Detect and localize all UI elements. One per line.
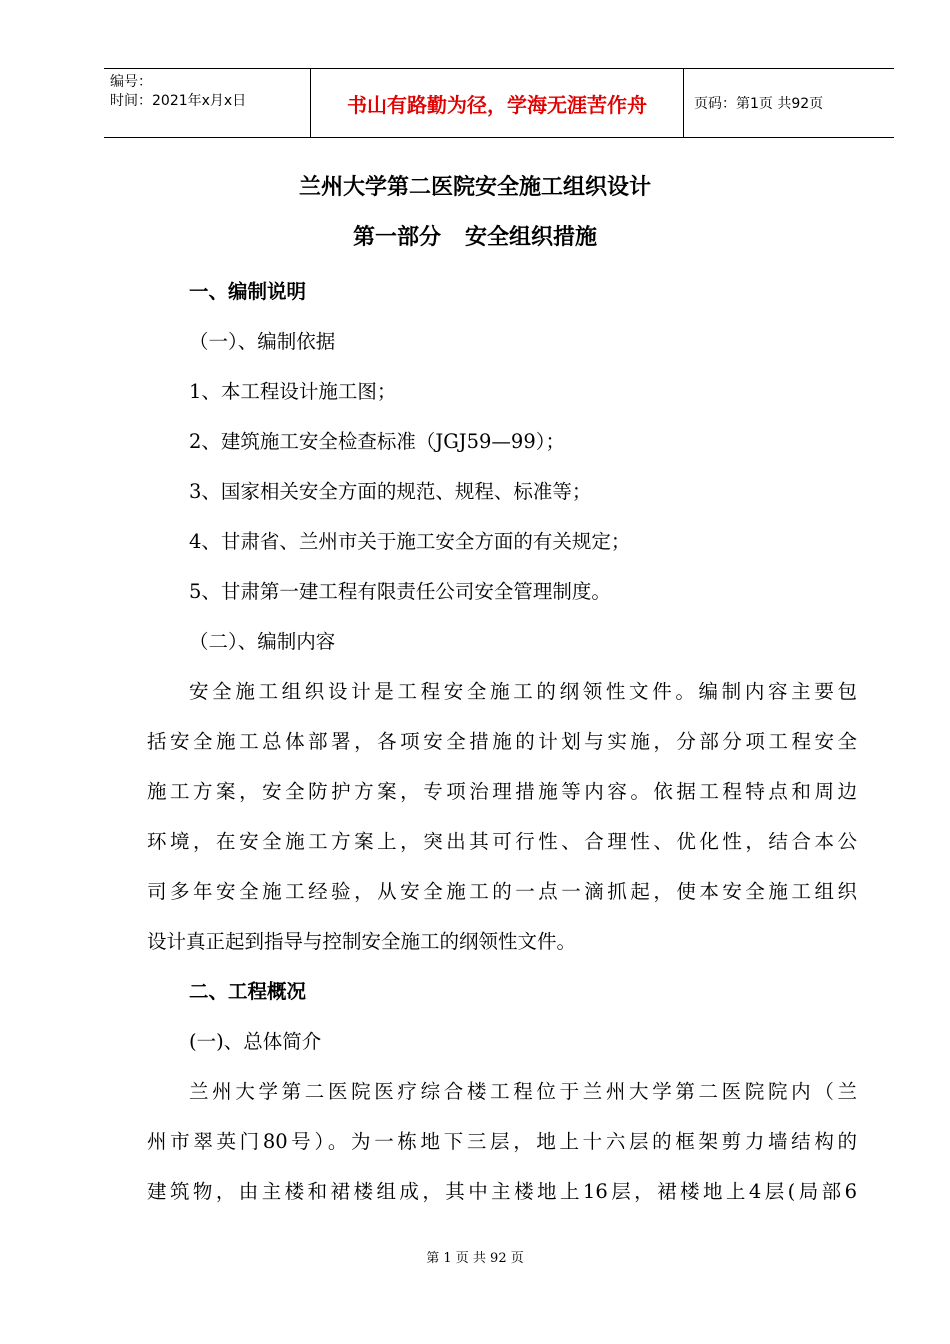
header-motto: 书山有路勤为径，学海无涯苦作舟 [347, 92, 647, 117]
subsection-heading-3: (一)、总体简介 [189, 1030, 322, 1053]
subtitle-name: 安全组织措施 [465, 225, 598, 250]
paragraph-line: 司多年安全施工经验，从安全施工的一点一滴抓起，使本安全施工组织 [147, 880, 857, 903]
section-heading-1: 一、编制说明 [189, 280, 307, 303]
paragraph-line: 安全施工组织设计是工程安全施工的纲领性文件。编制内容主要包 [189, 680, 857, 703]
document-body [147, 267, 857, 1217]
list-item: 3、国家相关安全方面的规范、规程、标准等； [189, 480, 592, 503]
number-label: 编号： [110, 74, 152, 90]
paragraph-line: 设计真正起到指导与控制安全施工的纲领性文件。 [147, 930, 577, 953]
subtitle-part: 第一部分 [352, 225, 441, 250]
subsection-heading-2: （二）、编制内容 [189, 630, 336, 653]
paragraph-line: 括安全施工总体部署，各项安全措施的计划与实施，分部分项工程安全 [147, 730, 857, 753]
paragraph-line: 兰州大学第二医院医疗综合楼工程位于兰州大学第二医院院内（兰 [189, 1080, 857, 1103]
subsection-heading-1: （一）、编制依据 [189, 330, 336, 353]
header-page-info: 页码：第1页 共92页 [694, 96, 824, 112]
list-item: 1、本工程设计施工图； [189, 380, 397, 403]
page-header [104, 68, 894, 138]
paragraph-line: 建筑物，由主楼和裙楼组成，其中主楼地上16层，裙楼地上4层(局部6 [147, 1180, 857, 1203]
document-title: 兰州大学第二医院安全施工组织设计 [298, 175, 651, 200]
time-label: 时间：2021年x月x日 [110, 93, 247, 109]
paragraph-line: 环境，在安全施工方案上，突出其可行性、合理性、优化性，结合本公 [147, 830, 857, 853]
paragraph-line: 施工方案，安全防护方案，专项治理措施等内容。依据工程特点和周边 [147, 780, 857, 803]
section-heading-2: 二、工程概况 [189, 980, 307, 1003]
document-subtitle [0, 220, 950, 251]
list-item: 2、建筑施工安全检查标准（JGJ59—99）； [189, 430, 565, 453]
paragraph-line: 州市翠英门80号）。为一栋地下三层，地上十六层的框架剪力墙结构的 [147, 1130, 857, 1153]
list-item: 4、甘肃省、兰州市关于施工安全方面的有关规定； [189, 530, 631, 553]
header-meta [104, 69, 311, 137]
page-footer: 第 1 页 共 92 页 [426, 1251, 524, 1266]
header-motto-cell [311, 69, 684, 137]
list-item: 5、甘肃第一建工程有限责任公司安全管理制度。 [189, 580, 611, 603]
